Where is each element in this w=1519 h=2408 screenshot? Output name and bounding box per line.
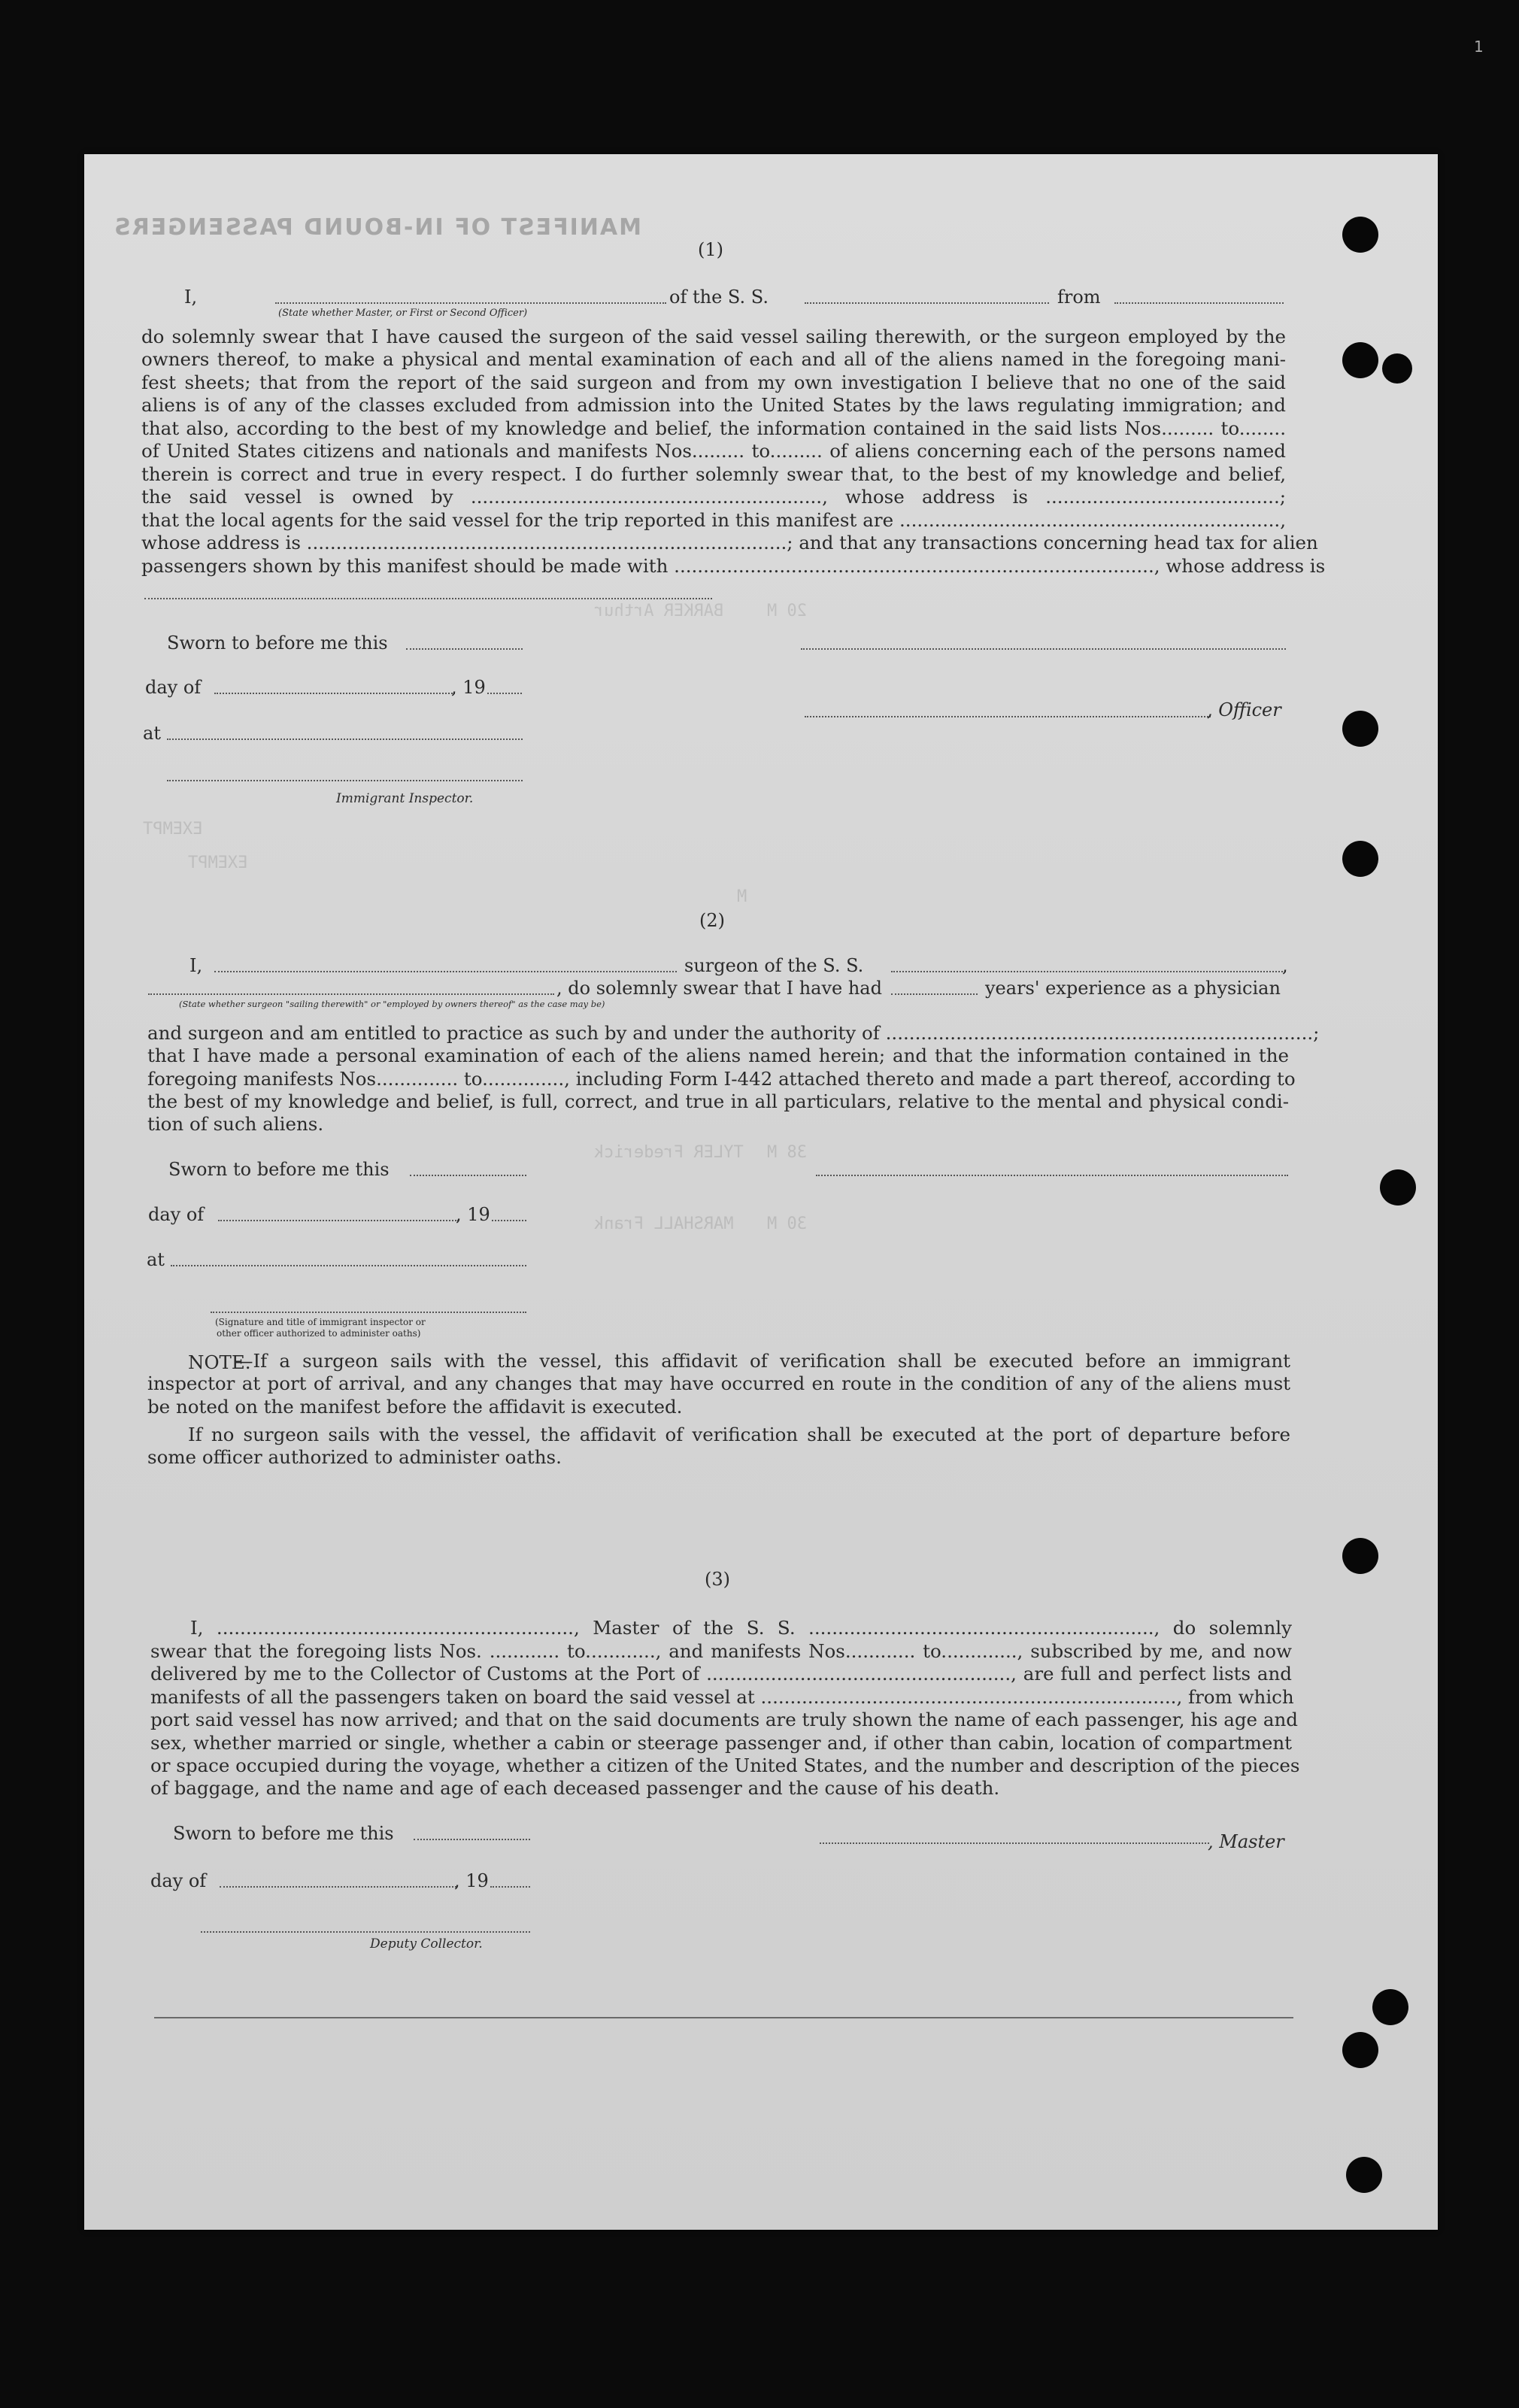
year-field[interactable] [490, 1886, 530, 1888]
punch-hole [1380, 1169, 1416, 1206]
punch-hole [1342, 217, 1378, 253]
section-2-number: (2) [699, 910, 725, 931]
label-from: from [1057, 287, 1101, 308]
at-label: at [147, 1249, 165, 1270]
officer-name-field[interactable] [275, 302, 666, 304]
punch-hole [1346, 2157, 1382, 2193]
year-field[interactable] [487, 693, 522, 694]
signature-note: other officer authorized to administer oaths) [217, 1328, 421, 1339]
collector-label: Deputy Collector. [370, 1936, 483, 1952]
surgeon-name-field[interactable] [214, 971, 677, 972]
note-text: some officer authorized to administer oaths. [147, 1446, 562, 1468]
years-field[interactable] [891, 993, 978, 995]
section-1-text: of United States citizens and nationals and manifests Nos......... to......... of aliens concerning each of the persons named [141, 440, 1286, 462]
vessel-name-field[interactable] [805, 302, 1049, 304]
background-stamp: MANIFEST OF IN-BOUND PASSENGERS [113, 214, 641, 241]
officer-title-field[interactable] [805, 716, 1211, 717]
surgeon-vessel-field[interactable] [891, 971, 1286, 972]
year-label: , 19 [451, 677, 486, 698]
label-i: I, [184, 287, 198, 308]
section-3-text: port said vessel has now arrived; and that on the said documents are truly shown the name of each passenger, his age and [150, 1709, 1298, 1730]
section-1-text: passengers shown by this manifest should be made with .................................................................................., whose address is [141, 555, 1326, 577]
surgeon-signature-field[interactable] [816, 1175, 1288, 1176]
bleed-through-text: BARKER Arthur [594, 602, 724, 620]
bleed-through-text: 20 M [767, 602, 807, 620]
punch-hole [1342, 841, 1378, 877]
label-surgeon-ss: surgeon of the S. S. [684, 955, 864, 976]
edge-mark: 1 [1474, 38, 1484, 56]
punch-hole [1342, 711, 1378, 747]
bleed-through-text: 38 M [767, 1143, 807, 1162]
bleed-through-text: 30 M [767, 1215, 807, 1233]
note-label-text: NOTE. [188, 1351, 251, 1373]
section-1-text: do solemnly swear that I have caused the surgeon of the said vessel sailing therewith, or the surgeon employed by the [141, 326, 1286, 347]
bleed-through-text: EXEMPT [188, 854, 248, 872]
day-of-label: day of [148, 1204, 205, 1225]
master-label: , Master [1208, 1831, 1284, 1852]
from-port-field[interactable] [1114, 302, 1284, 304]
surgeon-status-field[interactable] [148, 993, 554, 995]
section-1-text: whose address is ..................................................................................; and that any transactions concerning head tax for alien [141, 532, 1318, 553]
section-3-text: of baggage, and the name and age of each deceased passenger and the cause of his death. [150, 1777, 1000, 1799]
signature-note: (Signature and title of immigrant inspector or [215, 1317, 426, 1327]
year-label: , 19 [454, 1870, 489, 1891]
bottom-rule [154, 2017, 1293, 2018]
role-note: (State whether Master, or First or Second Officer) [278, 308, 528, 319]
tax-agent-address-field[interactable] [144, 598, 712, 599]
sworn-label: Sworn to before me this [168, 1159, 390, 1180]
note-text: —If a surgeon sails with the vessel, this affidavit of verification shall be executed before an immigrant [235, 1350, 1290, 1372]
punch-hole [1342, 342, 1378, 378]
punch-hole [1372, 1989, 1408, 2025]
swear-label: , do solemnly swear that I have had [556, 978, 882, 999]
section-2-text: foregoing manifests Nos.............. to.............., including Form I-442 attached thereto and made a part thereof, according to [147, 1068, 1296, 1090]
section-1-number: (1) [698, 239, 723, 260]
bleed-through-text: M [737, 887, 747, 906]
punch-hole [1382, 353, 1412, 384]
officer-signature-field[interactable] [801, 648, 1286, 650]
sworn-date-field[interactable] [410, 1175, 526, 1176]
at-place-field[interactable] [167, 738, 523, 740]
sworn-date-field[interactable] [414, 1839, 530, 1840]
sworn-label: Sworn to before me this [173, 1823, 394, 1844]
section-3-text: I, ............................................................., Master of the S. S. ..........................................................., do solemnly [190, 1617, 1292, 1639]
day-of-label: day of [150, 1870, 207, 1891]
month-field[interactable] [220, 1886, 456, 1888]
at-place-field[interactable] [171, 1265, 526, 1266]
section-1-text: that also, according to the best of my knowledge and belief, the information contained in the said lists Nos......... to........ [141, 417, 1286, 439]
punch-hole [1342, 1538, 1378, 1574]
note-text: inspector at port of arrival, and any changes that may have occurred en route in the condition of any of the aliens must [147, 1372, 1290, 1394]
bleed-through-text: EXEMPT [143, 820, 203, 839]
inspector-signature-field[interactable] [167, 780, 523, 781]
inspector-signature-field[interactable] [211, 1312, 526, 1313]
month-field[interactable] [214, 693, 455, 694]
section-3-text: sex, whether married or single, whether a cabin or steerage passenger and, if other than cabin, location of compartment [150, 1732, 1292, 1754]
day-of-label: day of [145, 677, 202, 698]
officer-label: , Officer [1207, 699, 1281, 720]
month-field[interactable] [218, 1220, 459, 1221]
bleed-through-text: MARSHALL Frank [594, 1215, 734, 1233]
note-text: If no surgeon sails with the vessel, the affidavit of verification shall be executed at the port of departure before [188, 1424, 1290, 1445]
section-1-text: fest sheets; that from the report of the said surgeon and from my own investigation I believe that no one of the said [141, 372, 1286, 393]
section-2-text: tion of such aliens. [147, 1113, 324, 1135]
note-text: be noted on the manifest before the affidavit is executed. [147, 1396, 683, 1418]
sworn-label: Sworn to before me this [167, 632, 388, 654]
sworn-date-field[interactable] [406, 648, 523, 650]
collector-signature-field[interactable] [201, 1931, 530, 1933]
years-label: years' experience as a physician [985, 978, 1281, 999]
section-1-text: that the local agents for the said vessel for the trip reported in this manifest are ................................................................., [141, 509, 1286, 531]
section-3-text: swear that the foregoing lists Nos. ............ to............, and manifests Nos............ to............., subscribed by me, and now [150, 1640, 1292, 1662]
label-of-ss: of the S. S. [669, 287, 769, 308]
section-2-text: that I have made a personal examination of each of the aliens named herein; and that the information contained in the [147, 1045, 1289, 1066]
label-i: I, [189, 955, 203, 976]
section-1-text: aliens is of any of the classes excluded from admission into the United States by the laws regulating immigration; and [141, 394, 1286, 416]
section-1-text: therein is correct and true in every respect. I do further solemnly swear that, to the best of my knowledge and belief, [141, 463, 1286, 485]
punch-hole [1342, 2032, 1378, 2068]
state-note: (State whether surgeon "sailing therewith" or "employed by owners thereof" as the case may be) [179, 999, 605, 1009]
section-2-text: the best of my knowledge and belief, is full, correct, and true in all particulars, relative to the mental and physical condi- [147, 1090, 1289, 1112]
section-2-text: and surgeon and am entitled to practice as such by and under the authority of .........................................................................; [147, 1022, 1320, 1044]
year-field[interactable] [492, 1220, 526, 1221]
section-3-text: manifests of all the passengers taken on board the said vessel at ......................................................................., from which [150, 1686, 1294, 1708]
section-1-text: the said vessel is owned by ............................................................, whose address is ........................................; [141, 486, 1286, 508]
year-label: , 19 [456, 1204, 490, 1225]
section-3-text: delivered by me to the Collector of Customs at the Port of ...................................................., are full and perfect lists and [150, 1663, 1292, 1685]
section-1-text: owners thereof, to make a physical and mental examination of each and all of the aliens named in the foregoing mani- [141, 348, 1286, 370]
bleed-through-text: TYLER Frederick [594, 1143, 744, 1162]
comma: , [1282, 955, 1288, 976]
section-3-text: or space occupied during the voyage, whether a citizen of the United States, and the number and description of the pieces [150, 1754, 1300, 1776]
master-signature-field[interactable] [820, 1842, 1209, 1844]
at-label: at [143, 723, 161, 744]
section-3-number: (3) [705, 1569, 730, 1590]
inspector-label: Immigrant Inspector. [336, 791, 474, 806]
